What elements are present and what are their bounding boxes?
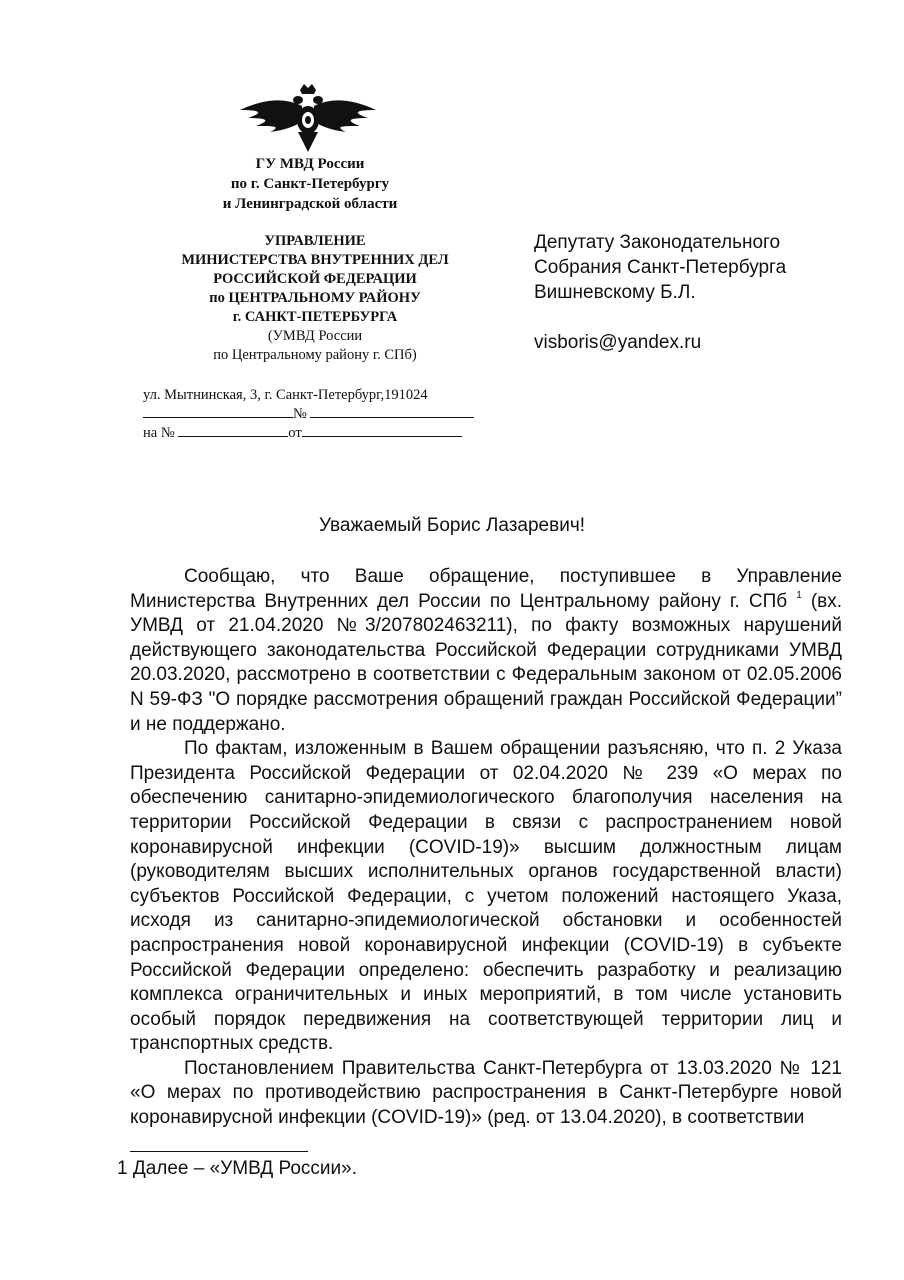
- dept-short-line: по Центральному району г. СПб): [213, 347, 417, 363]
- number-label: №: [293, 406, 307, 422]
- outgoing-number-line: [143, 405, 503, 424]
- recipient-block: [534, 230, 786, 355]
- recipient-line: Депутату Законодательного: [534, 232, 781, 253]
- department-header: [140, 232, 490, 365]
- blank-line: [178, 424, 288, 437]
- address-block: [143, 386, 503, 443]
- letter-body: [130, 565, 842, 1131]
- org-line: по г. Санкт-Петербургу: [230, 176, 390, 192]
- paragraph-1: [130, 565, 842, 737]
- paragraph-2: По фактам, изложенным в Вашем обращении разъясняю, что п. 2 Указа Президента Российской Федерации от 02.04.2020 № 239 «О мерах по обеспечению санитарно-эпидемиологического благополучия населения на территории Российской Федерации в связи с распространением новой коронавирусной инфекции (COVID-19)» высшим должностным лицам (руководителям высших исполнительных органов государственной власти) субъектов Российской Федерации, с учетом положений настоящего Указа, исходя из санитарно-эпидемиологической обстановки и особенностей распространения новой коронавирусной инфекции (COVID-19) в субъекте Российской Федерации определено: обеспечить разработку и реализацию комплекса ограничительных и иных мероприятий, в том числе установить особый порядок передвижения на соответствующей территории лиц и транспортных средств.: [130, 738, 842, 1055]
- paragraph-3: Постановлением Правительства Санкт-Петербурга от 13.03.2020 № 121 «О мерах по противодействию распространения в Санкт-Петербурге новой коронавирусной инфекции (COVID-19)» (ред. от 13.04.2020), в соответствии: [130, 1057, 842, 1129]
- paragraph-1-text-a: Сообщаю, что Ваше обращение, поступившее в Управление Министерства Внутренних дел России по Центральному району г. СПб: [130, 566, 842, 612]
- footnote-separator: [130, 1151, 308, 1152]
- dept-short-line: (УМВД России: [267, 328, 363, 344]
- organization-header: [180, 154, 440, 214]
- org-line: ГУ МВД России: [255, 156, 365, 172]
- footnote: 1 Далее – «УМВД России».: [117, 1158, 357, 1179]
- dept-line: МИНИСТЕРСТВА ВНУТРЕННИХ ДЕЛ: [181, 252, 449, 268]
- greeting: Уважаемый Борис Лазаревич!: [318, 515, 586, 536]
- org-line: и Ленинградской области: [222, 196, 398, 212]
- recipient-line: Вишневскому Б.Л.: [534, 282, 696, 303]
- blank-line: [310, 405, 474, 418]
- dept-line: УПРАВЛЕНИЕ: [264, 233, 366, 249]
- footnote-ref: 1: [796, 589, 802, 601]
- address: ул. Мытнинская, 3, г. Санкт-Петербург,191024: [143, 387, 428, 403]
- recipient-line: Собрания Санкт-Петербурга: [534, 257, 787, 278]
- from-label: от: [288, 425, 302, 441]
- dept-line: г. САНКТ-ПЕТЕРБУРГА: [232, 309, 398, 325]
- reference-label: на №: [143, 425, 175, 441]
- paragraph-1-text-b: (вх. УМВД от 21.04.2020 №3/207802463211), по факту возможных нарушений действующего законодательства Российской Федерации сотрудниками УМВД 20.03.2020, рассмотрено в соответствии с Федеральным законом от 02.05.2006 N 59-ФЗ "О порядке рассмотрения обращений граждан Российской Федерации” и не поддержано.: [130, 590, 843, 735]
- blank-line: [302, 424, 462, 437]
- reference-line: [143, 424, 503, 443]
- double-headed-eagle-emblem: [236, 84, 380, 156]
- recipient-email: visboris@yandex.ru: [534, 332, 702, 353]
- dept-line: РОССИЙСКОЙ ФЕДЕРАЦИИ: [213, 271, 417, 287]
- dept-line: по ЦЕНТРАЛЬНОМУ РАЙОНУ: [209, 290, 421, 306]
- blank-line: [143, 405, 293, 418]
